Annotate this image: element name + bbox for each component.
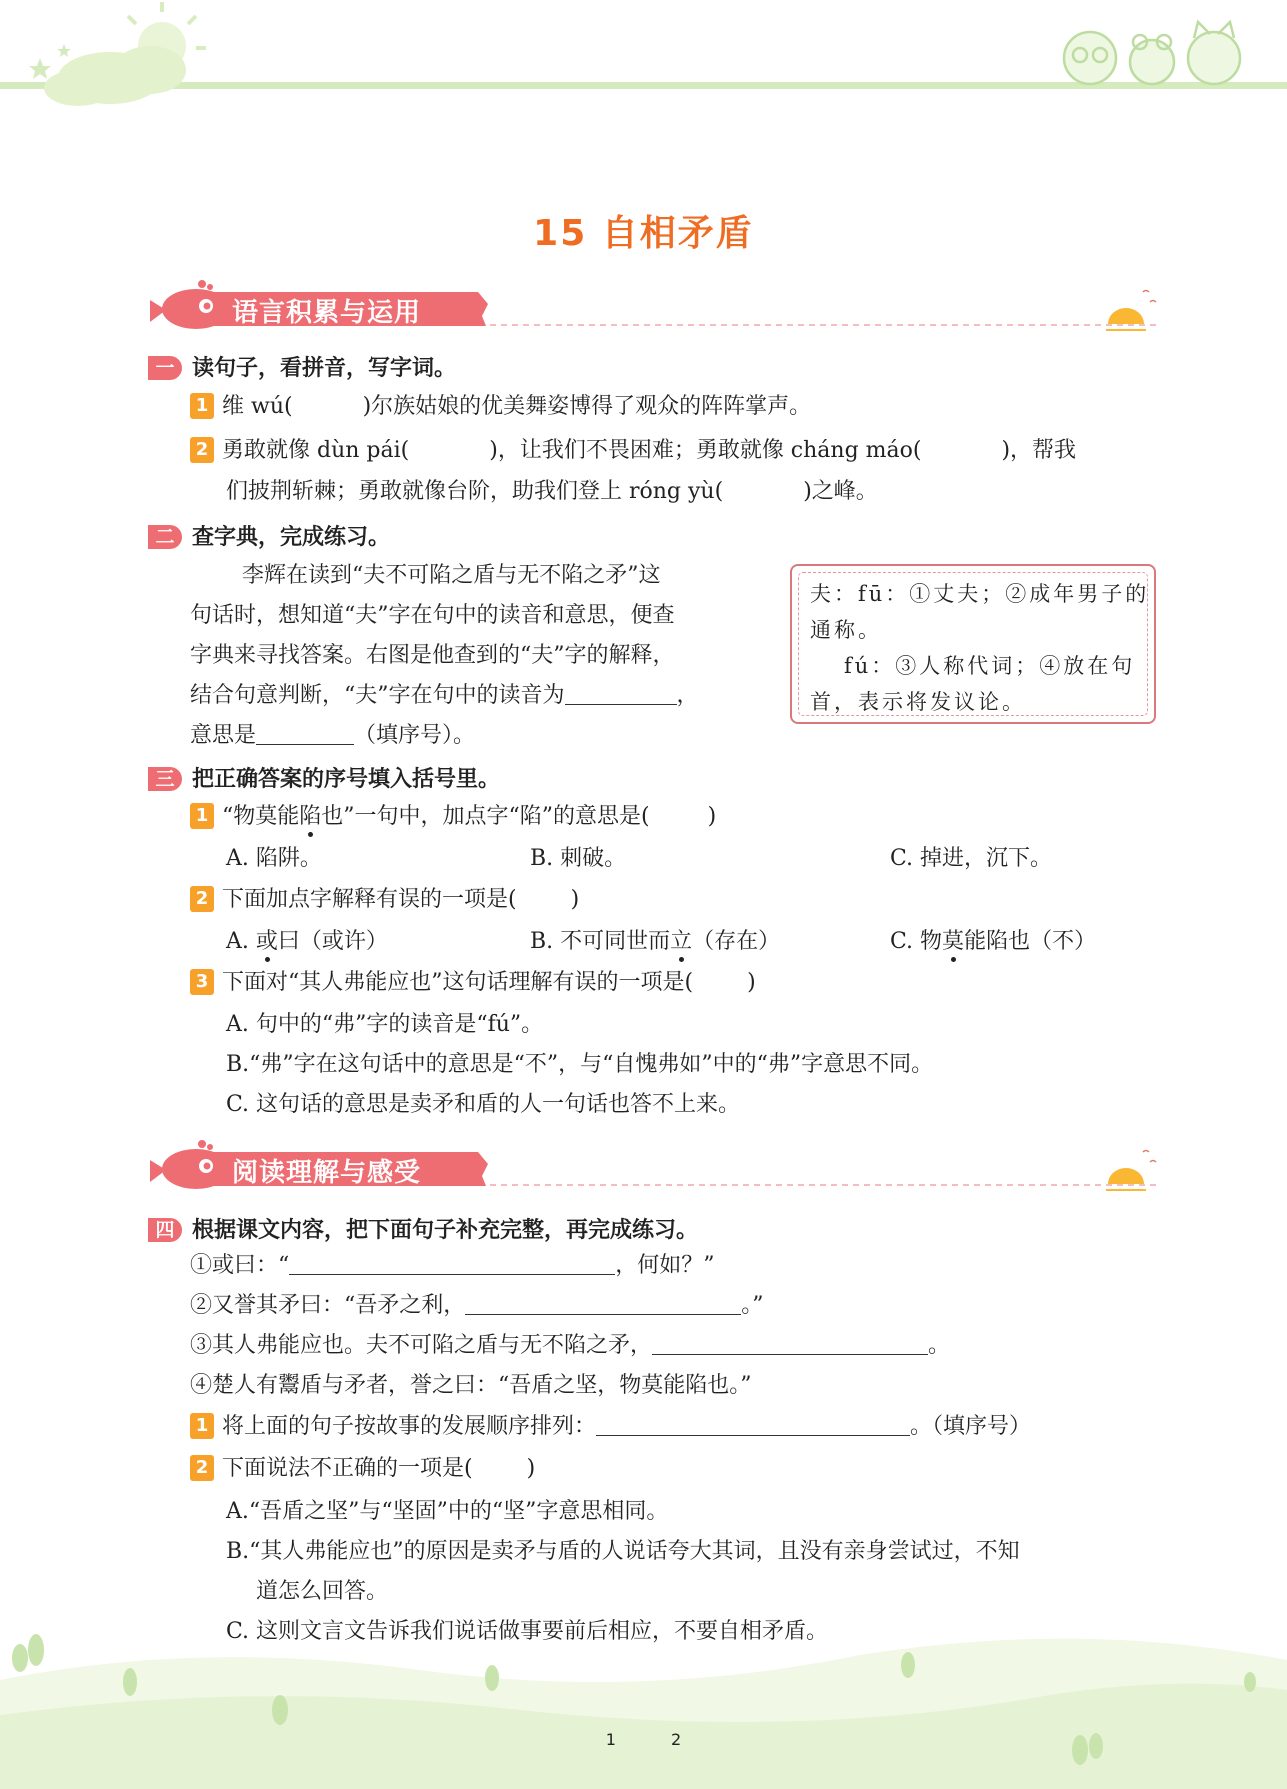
q2-para-line-5: 意思是 （填序号）。 xyxy=(190,723,476,748)
q3-item-3-option-a[interactable]: A. 句中的“弗”字的读音是“fú”。 xyxy=(226,1012,544,1037)
sub-number: 2 xyxy=(190,1455,214,1481)
sunset-icon xyxy=(1106,291,1156,331)
sub-number: 2 xyxy=(190,437,214,463)
cloud-icon xyxy=(44,46,186,106)
question-3-heading xyxy=(148,762,500,793)
q1-item-2-cont: 们披荆斩棘；勇敢就像台阶，助我们登上 róng yù( )之峰。 xyxy=(226,479,878,504)
sub-number: 1 xyxy=(190,803,214,829)
answer-blank[interactable] xyxy=(652,1332,928,1355)
q4-item-2-option-b[interactable]: B.“其人弗能应也”的原因是卖矛与盾的人说话夸大其词，且没有亲身尝试过，不知 xyxy=(226,1539,1020,1564)
header-decoration xyxy=(0,0,1287,110)
q4-item-2-option-b-cont: 道怎么回答。 xyxy=(256,1579,389,1604)
answer-blank[interactable] xyxy=(256,722,354,745)
footer-decoration xyxy=(0,1600,1287,1789)
q4-line-3: ③其人弗能应也。夫不可陷之盾与无不陷之矛， 。 xyxy=(190,1333,951,1358)
whale-icon xyxy=(150,1140,230,1189)
q3-item-2: 2 下面加点字解释有误的一项是( ) xyxy=(190,880,579,920)
question-2-heading xyxy=(148,520,390,551)
q3-item-1-option-a[interactable]: A. 陷阱。 xyxy=(226,846,322,871)
q3-item-3-option-c[interactable]: C. 这句话的意思是卖矛和盾的人一句话也答不上来。 xyxy=(226,1092,741,1117)
dict-line-1: 夫：fū：①丈夫；②成年男子的 xyxy=(810,582,1150,606)
q2-para-line-2: 句话时，想知道“夫”字在句中的读音和意思，便查 xyxy=(190,603,675,628)
sub-number: 3 xyxy=(190,969,214,995)
question-number-4: 四 xyxy=(148,1218,182,1242)
q4-item-2-option-c[interactable]: C. 这则文言文告诉我们说话做事要前后相应，不要自相矛盾。 xyxy=(226,1619,829,1644)
question-number-1: 一 xyxy=(148,356,182,380)
section-title-2: 阅读理解与感受 xyxy=(232,1158,422,1188)
question-4-heading xyxy=(148,1213,698,1244)
q1-item-2: 2 勇敢就像 dùn pái( )，让我们不畏困难；勇敢就像 cháng máo( )，帮我 xyxy=(190,431,1076,471)
question-number-2: 二 xyxy=(148,525,182,549)
page-numbers xyxy=(0,1730,1287,1749)
q3-item-2-option-b[interactable]: B. 不可同世而立（存在） xyxy=(530,929,781,954)
answer-blank[interactable] xyxy=(289,1252,615,1275)
q4-item-2-option-a[interactable]: A.“吾盾之坚”与“坚固”中的“坚”字意思相同。 xyxy=(226,1499,669,1524)
q4-item-1: 1 将上面的句子按故事的发展顺序排列： 。（填序号） xyxy=(190,1407,1031,1447)
page-number-left: 1 xyxy=(605,1730,616,1749)
q3-item-2-option-a[interactable]: A. 或曰（或许） xyxy=(226,929,388,954)
q3-item-3-option-b[interactable]: B.“弗”字在这句话中的意思是“不”，与“自愧弗如”中的“弗”字意思不同。 xyxy=(226,1052,934,1077)
whale-icon xyxy=(150,280,230,329)
page-title: 15 自相矛盾 xyxy=(533,213,754,254)
q3-item-3: 3 下面对“其人弗能应也”这句话理解有误的一项是( ) xyxy=(190,963,756,1003)
question-number-3: 三 xyxy=(148,767,182,791)
q4-line-4: ④楚人有鬻盾与矛者，誉之曰：“吾盾之坚，物莫能陷也。” xyxy=(190,1373,752,1398)
q4-item-2: 2 下面说法不正确的一项是( ) xyxy=(190,1449,535,1489)
q3-item-1-option-c[interactable]: C. 掉进，沉下。 xyxy=(890,846,1053,871)
question-1-heading xyxy=(148,351,456,382)
dict-line-4: 首，表示将发议论。 xyxy=(810,690,1026,714)
q2-para-line-1: 李辉在读到“夫不可陷之盾与无不陷之矛”这 xyxy=(242,563,661,588)
dict-line-3: fú：③人称代词；④放在句 xyxy=(844,654,1136,678)
question-2-text: 查字典，完成练习。 xyxy=(192,525,391,550)
answer-blank[interactable] xyxy=(596,1413,910,1436)
dict-line-2: 通称。 xyxy=(810,618,882,642)
sunset-icon xyxy=(1106,1151,1156,1191)
q2-para-line-3: 字典来寻找答案。右图是他查到的“夫”字的解释， xyxy=(190,643,675,668)
page-number-right: 2 xyxy=(671,1730,682,1749)
cartoon-animals-icon xyxy=(1064,22,1240,84)
q4-line-2: ②又誉其矛曰：“吾矛之利， 。” xyxy=(190,1293,764,1318)
q3-item-1-option-b[interactable]: B. 刺破。 xyxy=(530,846,627,871)
answer-blank[interactable] xyxy=(565,682,677,705)
q3-item-2-option-c[interactable]: C. 物莫能陷也（不） xyxy=(890,929,1097,954)
question-3-text: 把正确答案的序号填入括号里。 xyxy=(192,767,501,792)
dotted-char: 陷 xyxy=(299,804,322,829)
sub-number: 1 xyxy=(190,1413,214,1439)
q2-para-line-4: 结合句意判断，“夫”字在句中的读音为 ， xyxy=(190,683,699,708)
section-title-1: 语言积累与运用 xyxy=(232,298,422,328)
q4-line-1: ①或曰：“ ，何如？” xyxy=(190,1253,715,1278)
sub-number: 1 xyxy=(190,393,214,419)
q1-item-1: 1 维 wú( )尔族姑娘的优美舞姿博得了观众的阵阵掌声。 xyxy=(190,387,811,427)
sub-number: 2 xyxy=(190,886,214,912)
answer-blank[interactable] xyxy=(465,1292,741,1315)
dictionary-box xyxy=(790,564,1156,724)
question-1-text: 读句子，看拼音，写字词。 xyxy=(192,356,457,381)
q3-item-1: 1 “物莫能陷也”一句中，加点字“陷”的意思是( ) xyxy=(190,797,716,837)
question-4-text: 根据课文内容，把下面句子补充完整，再完成练习。 xyxy=(192,1218,699,1243)
